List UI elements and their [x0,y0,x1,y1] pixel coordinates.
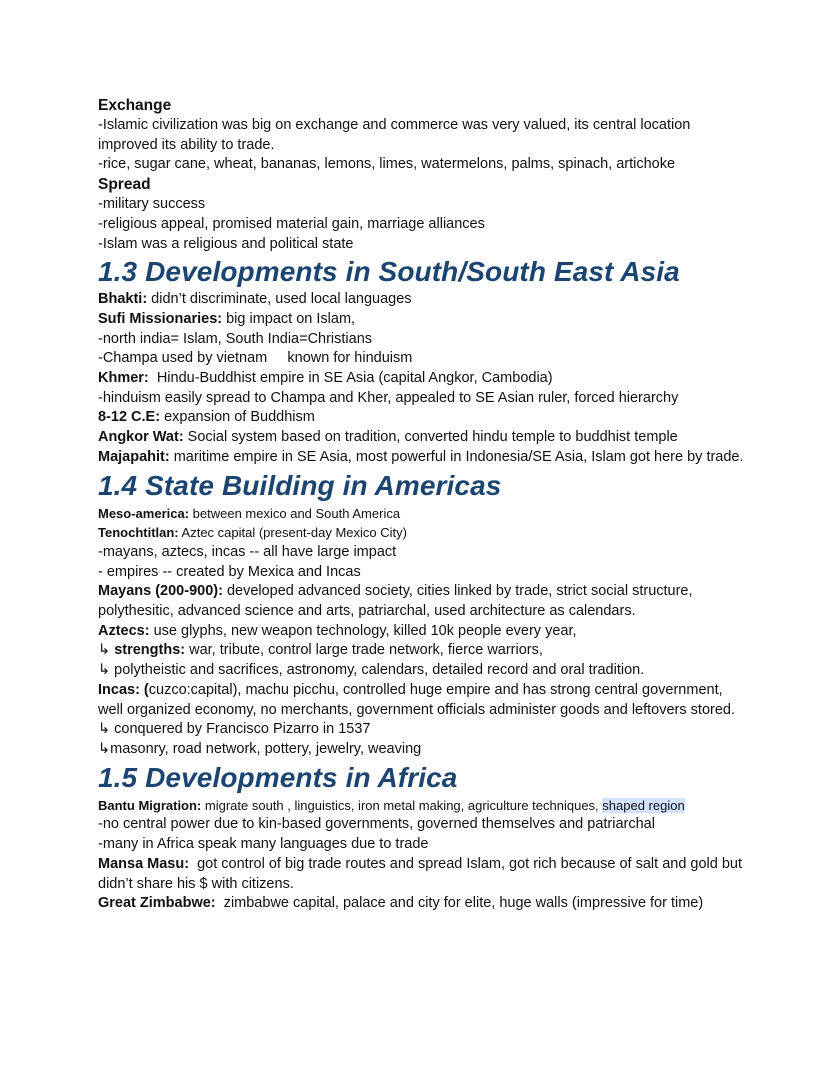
term: Aztecs: [98,622,150,639]
spread-line: -military success [98,196,206,213]
arrow-icon: ↳ [98,642,115,659]
exchange-line: -rice, sugar cane, wheat, bananas, lemons, limes, watermelons, palms, spinach, artichoke [98,156,676,173]
term: Tenochtitlan: [98,525,179,541]
section-heading-1-5: 1.5 Developments in Africa [98,761,458,793]
spread-heading: Spread [98,176,151,194]
term: strengths: [114,642,186,659]
definition: big impact on Islam, [222,310,356,327]
definition: zimbabwe capital, palace and city for elite, huge walls (impressive for time) [215,895,704,912]
section-heading-1-4: 1.4 State Building in Americas [98,469,502,501]
pizarro-line: ↳ conquered by Francisco Pizarro in 1537 [98,721,371,738]
definition: war, tribute, control large trade network, fierce warriors, [185,642,543,659]
definition: migrate south , linguistics, iron metal making, agriculture techniques, [201,797,603,813]
bhakti-line [98,290,748,310]
north-india-line: -north india= Islam, South India=Christians [98,330,373,347]
term: Mansa Masu: [98,855,190,872]
sufi-line [98,310,748,330]
angkor-line [98,428,748,448]
khmer-line [98,369,748,389]
term: Meso-america: [98,505,190,521]
champa-line: -Champa used by vietnam known for hinduism [98,350,413,367]
term: Angkor Wat: [98,429,184,446]
term: Incas: ( [98,681,149,698]
hinduism-line: -hinduism easily spread to Champa and Kher, appealed to SE Asian ruler, forced hierarchy [98,389,679,406]
spread-line: -religious appeal, promised material gain, marriage alliances [98,215,485,232]
central-power-line: -no central power due to kin-based governments, governed themselves and patriarchal [98,816,655,833]
incas-line [98,681,748,720]
section-heading-1-3: 1.3 Developments in South/South East Asia [98,256,680,288]
definition: Social system based on tradition, converted hindu temple to buddhist temple [183,429,678,446]
definition: didn’t discriminate, used local languages [147,291,412,308]
definition: maritime empire in SE Asia, most powerful in Indonesia/SE Asia, Islam got here by trade. [169,448,744,465]
term: 8-12 C.E: [98,409,161,426]
bantu-line [98,796,748,816]
impact-line: -mayans, aztecs, incas -- all have large impact [98,543,397,560]
term: Bhakti: [98,291,148,308]
majapahit-line [98,448,748,468]
term: Khmer: [98,370,149,387]
term: Great Zimbabwe: [98,895,216,912]
definition: cuzco:capital), machu picchu, controlled huge empire and has strong central government, well organized economy, no merchants, government officials administer goods and leftovers stored. [98,681,735,718]
masonry-line: ↳masonry, road network, pottery, jewelry, weaving [98,740,422,757]
languages-line: -many in Africa speak many languages due to trade [98,836,429,853]
aztecs-line [98,622,748,642]
definition: developed advanced society, cities linked by trade, strict social structure, polythesitic, advanced science and arts, patriarchal, used architecture as calendars. [98,583,697,620]
definition: Hindu-Buddhist empire in SE Asia (capital Angkor, Cambodia) [148,370,553,387]
definition: use glyphs, new weapon technology, killed 10k people every year, [149,622,577,639]
exchange-heading: Exchange [98,97,172,114]
term: Mayans (200-900): [98,583,223,600]
zimbabwe-line [98,894,748,914]
meso-line [98,504,748,524]
definition: expansion of Buddhism [160,409,315,426]
highlighted-text[interactable]: shaped region [602,797,685,813]
polytheistic-line: ↳ polytheistic and sacrifices, astronomy, calendars, detailed record and oral tradition. [98,662,645,679]
definition: got control of big trade routes and spread Islam, got rich because of salt and gold but didn’t share his $ with citizens. [98,855,747,892]
exchange-line: -Islamic civilization was big on exchange and commerce was very valued, its central location improved its ability to trade. [98,117,695,153]
ce-line [98,408,748,428]
mansa-line [98,855,748,894]
definition: between mexico and South America [189,505,401,521]
mayans-line [98,582,748,621]
definition: Aztec capital (present-day Mexico City) [178,525,407,541]
term: Bantu Migration: [98,797,202,813]
term: Majapahit: [98,448,170,465]
spread-line: -Islam was a religious and political state [98,235,354,252]
empires-line: - empires -- created by Mexica and Incas [98,563,361,580]
strengths-line [98,641,748,661]
document-page [98,96,748,914]
term: Sufi Missionaries: [98,310,223,327]
tenochtitlan-line [98,523,748,543]
